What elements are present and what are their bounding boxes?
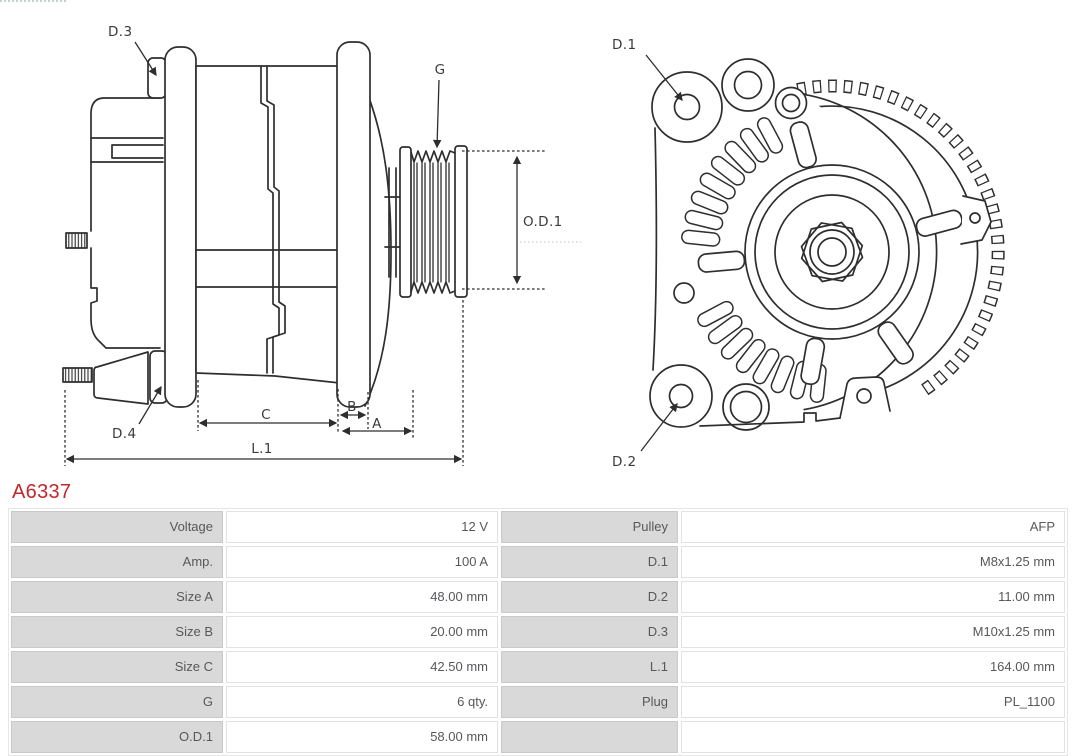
spec-label: L.1 (501, 651, 678, 683)
spec-value: M8x1.25 mm (681, 546, 1065, 578)
spec-label: Size A (11, 581, 223, 613)
g-leader-line (437, 80, 439, 147)
spec-value: 11.00 mm (681, 581, 1065, 613)
top-tab (148, 58, 166, 98)
spec-label: D.2 (501, 581, 678, 613)
spec-value: AFP (681, 511, 1065, 543)
spec-label: Plug (501, 686, 678, 718)
right-ear (961, 196, 991, 244)
spec-table (8, 508, 1068, 756)
spec-value: 20.00 mm (226, 616, 498, 648)
pulley (400, 146, 467, 297)
spec-value: 48.00 mm (226, 581, 498, 613)
label-d4: D.4 (112, 426, 137, 442)
spec-label: Size C (11, 651, 223, 683)
label-d2: D.2 (612, 454, 637, 470)
body (196, 66, 346, 383)
label-c: C (261, 407, 271, 423)
label-a: A (372, 416, 382, 432)
front-view (650, 59, 998, 430)
rear-lug-cone (94, 352, 148, 404)
part-number-heading: A6337 (12, 481, 72, 503)
spec-label: Voltage (11, 511, 223, 543)
spec-value: 58.00 mm (226, 721, 498, 753)
spec-label: Size B (11, 616, 223, 648)
spec-value: PL_1100 (681, 686, 1065, 718)
label-g: G (434, 62, 446, 78)
label-d1: D.1 (612, 37, 637, 53)
spec-value: M10x1.25 mm (681, 616, 1065, 648)
spec-label: O.D.1 (11, 721, 223, 753)
rear-housing (91, 98, 163, 348)
threaded-stud-upper (66, 233, 87, 248)
side-view (63, 42, 467, 407)
spec-value: 100 A (226, 546, 498, 578)
threaded-stud-lower (63, 368, 92, 382)
side-hole (674, 283, 694, 303)
front-ear (337, 42, 370, 407)
left-plate-edge (653, 128, 656, 370)
spec-label (501, 721, 678, 753)
spec-label: Pulley (501, 511, 678, 543)
spec-value (681, 721, 1065, 753)
spec-value: 6 qty. (226, 686, 498, 718)
spec-value: 164.00 mm (681, 651, 1065, 683)
spec-label: D.1 (501, 546, 678, 578)
label-l1: L.1 (251, 441, 273, 457)
spec-value: 12 V (226, 511, 498, 543)
label-d3: D.3 (108, 24, 133, 40)
label-b: B (347, 399, 357, 415)
label-od1: O.D.1 (523, 214, 563, 230)
spec-label: G (11, 686, 223, 718)
bottom-ear (840, 377, 890, 418)
bottom-mounting-bracket (650, 365, 890, 430)
spec-label: Amp. (11, 546, 223, 578)
front-view-labels (612, 37, 636, 470)
rear-ear (165, 47, 196, 407)
spec-value: 42.50 mm (226, 651, 498, 683)
spec-label: D.3 (501, 616, 678, 648)
pulley-hub (745, 165, 919, 339)
